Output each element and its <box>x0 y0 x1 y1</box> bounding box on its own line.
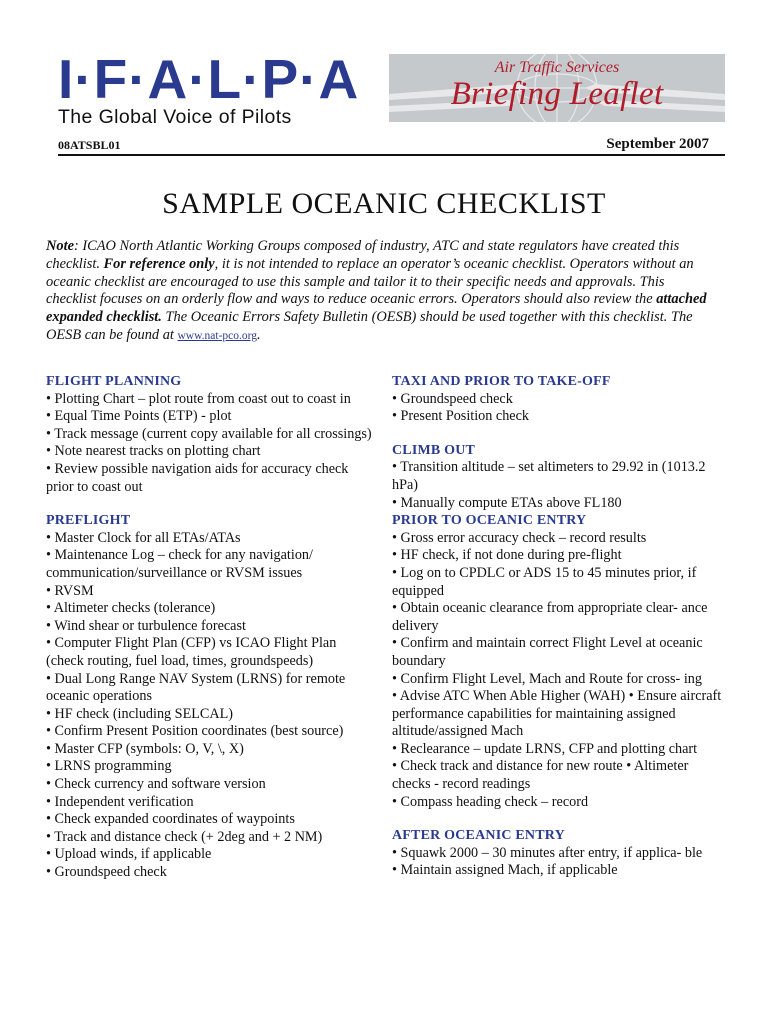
note-label: Note <box>46 238 74 254</box>
checklist-item: • Present Position check <box>392 408 529 425</box>
checklist-item: • Altimeter checks (tolerance) <box>46 600 216 617</box>
header-rule <box>58 154 725 156</box>
checklist-item: • Maintain assigned Mach, if applicable <box>392 862 618 879</box>
checklist-item: • Reclearance – update LRNS, CFP and plotting chart <box>392 740 698 757</box>
checklist-item: • Confirm Flight Level, Mach and Route for cross- ing <box>392 670 702 687</box>
section-heading: CLIMB OUT <box>392 442 476 458</box>
document-date: September 2007 <box>606 136 709 152</box>
logo-tagline: The Global Voice of Pilots <box>58 106 292 128</box>
checklist-item: • Computer Flight Plan (CFP) vs ICAO Flight Plan (check routing, fuel load, times, groundspeeds) <box>46 635 337 669</box>
checklist-item: • Squawk 2000 – 30 minutes after entry, if applica- ble <box>392 844 703 861</box>
checklist-item: • Check expanded coordinates of waypoints <box>46 811 295 828</box>
section-flight-planning <box>46 373 376 496</box>
note-bold-2: attached expanded checklist. <box>46 291 707 326</box>
section-heading: AFTER OCEANIC ENTRY <box>392 828 565 844</box>
right-column <box>392 373 722 896</box>
note-text-4: . <box>257 326 261 343</box>
note-bold-1: For reference only <box>103 255 215 272</box>
checklist-item: • Check currency and software version <box>46 776 266 793</box>
checklist-item: • Advise ATC When Able Higher (WAH) • Ensure aircraft performance capabilities for maintaining assigned altitude/assigned Mach <box>392 688 722 740</box>
section-heading: PRIOR TO OCEANIC ENTRY <box>392 513 587 529</box>
section-taxi-and-prior-to-take-off <box>392 373 722 426</box>
checklist-item: • Gross error accuracy check – record results <box>392 529 647 546</box>
checklist-item: • Track and distance check (+ 2deg and + 2 NM) <box>46 828 323 845</box>
checklist-item: • Confirm Present Position coordinates (best source) <box>46 723 344 740</box>
checklist-item: • Log on to CPDLC or ADS 15 to 45 minutes prior, if equipped <box>392 564 697 599</box>
section-prior-to-oceanic-entry <box>392 512 722 811</box>
page-title: SAMPLE OCEANIC CHECKLIST <box>162 187 606 220</box>
checklist-item: • Maintenance Log – check for any navigation/ communication/surveillance or RVSM issues <box>46 547 313 581</box>
checklist-item: • Track message (current copy available for all crossings) <box>46 425 372 442</box>
checklist-item: • Equal Time Points (ETP) - plot <box>46 408 232 425</box>
checklist-item: • Confirm and maintain correct Flight Level at oceanic boundary <box>392 635 703 669</box>
document-id: 08ATSBL01 <box>58 138 121 152</box>
checklist-item: • Transition altitude – set altimeters to 29.92 in (1013.2 hPa) <box>392 459 706 493</box>
left-column <box>46 373 376 898</box>
checklist-item: • RVSM <box>46 582 94 599</box>
section-preflight <box>46 512 376 881</box>
section-heading: PREFLIGHT <box>46 513 131 529</box>
briefing-banner <box>389 54 725 122</box>
checklist-item: • Dual Long Range NAV System (LRNS) for remote oceanic operations <box>46 670 346 705</box>
section-heading: FLIGHT PLANNING <box>46 374 182 389</box>
section-heading: TAXI AND PRIOR TO TAKE-OFF <box>392 374 611 389</box>
checklist-item: • Upload winds, if applicable <box>46 846 212 863</box>
checklist-item: • Plotting Chart – plot route from coast out to coast in <box>46 390 351 407</box>
checklist-item: • Wind shear or turbulence forecast <box>46 617 246 634</box>
checklist-item: • Obtain oceanic clearance from appropriate clear- ance delivery <box>392 600 708 634</box>
checklist-item: • HF check (including SELCAL) <box>46 705 234 722</box>
checklist-item: • Groundspeed check <box>392 390 513 407</box>
checklist-item: • Master CFP (symbols: O, V, \, X) <box>46 740 244 757</box>
oesb-link[interactable]: www.nat-pco.org <box>177 329 258 342</box>
note-text-3: The Oceanic Errors Safety Bulletin (OESB) should be used together with this checklist. The OESB can be found at <box>46 309 693 343</box>
checklist-item: • Review possible navigation aids for accuracy check prior to coast out <box>46 460 349 495</box>
checklist-item: • Compass heading check – record <box>392 793 589 810</box>
section-after-oceanic-entry <box>392 827 722 880</box>
checklist-item: • Check track and distance for new route • Altimeter checks - record readings <box>392 758 689 793</box>
checklist-item: • Independent verification <box>46 793 194 810</box>
banner-subtitle: Air Traffic Services <box>494 59 620 76</box>
checklist-item: • Groundspeed check <box>46 864 167 881</box>
checklist-item: • Manually compute ETAs above FL180 <box>392 494 622 511</box>
logo-letters: I·F·A·L·P·A <box>58 48 360 110</box>
checklist-item: • HF check, if not done during pre-flight <box>392 547 622 564</box>
checklist-item: • LRNS programming <box>46 758 172 775</box>
note-text-1: : ICAO North Atlantic Working Groups composed of industry, ATC and state regulators have created this checklist. <box>46 238 680 272</box>
note-text-2: , it is not intended to replace an operator’s oceanic checklist. Operators without an oceanic checklist are encouraged to use this sample and tailor it to their specific needs and approvals. This checklist focuses on an orderly flow and ways to reduce oceanic errors. Operators should also review the <box>46 255 694 308</box>
banner-title: Briefing Leaflet <box>450 76 664 112</box>
checklist-item: • Note nearest tracks on plotting chart <box>46 443 261 460</box>
ifalpa-logo <box>58 50 388 128</box>
note-paragraph <box>46 238 714 346</box>
section-climb-out <box>392 442 722 512</box>
checklist-item: • Master Clock for all ETAs/ATAs <box>46 529 241 546</box>
